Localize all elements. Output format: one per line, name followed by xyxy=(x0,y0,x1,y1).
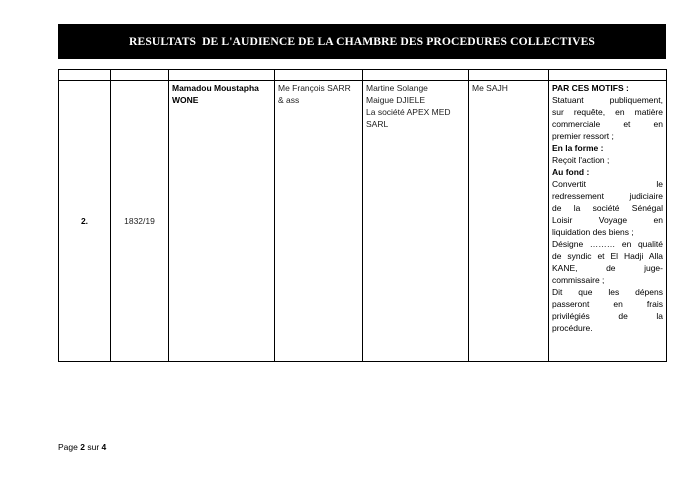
debtor-line: Mamadou Moustapha xyxy=(172,83,259,93)
decision-line: de syndic et El Hadji Alla xyxy=(552,251,663,261)
page-title-banner xyxy=(58,24,666,59)
party-line: Martine Solange xyxy=(366,83,428,93)
decision-line: redressement judiciaire xyxy=(552,191,663,201)
party-line: Maigue DJIELE xyxy=(366,95,426,105)
form-heading: En la forme : xyxy=(552,143,604,153)
decision-line: Dit que les dépens xyxy=(552,287,663,297)
results-table xyxy=(58,69,667,362)
header-cell xyxy=(59,70,111,81)
header-cell xyxy=(469,70,549,81)
party-line: SARL xyxy=(366,119,389,129)
debtor-cell xyxy=(169,81,275,362)
decision-line: sur requête, en matière xyxy=(552,107,663,117)
page-label: Page xyxy=(58,442,78,452)
merits-heading: Au fond : xyxy=(552,167,590,177)
table-header-row xyxy=(59,70,667,81)
parties-cell xyxy=(363,81,469,362)
header-cell xyxy=(363,70,469,81)
decision-line: passeront en frais xyxy=(552,299,663,309)
decision-line: privilégiés de la xyxy=(552,311,663,321)
header-cell xyxy=(275,70,363,81)
form-text: Reçoit l'action ; xyxy=(552,155,610,165)
lawyer-line: & ass xyxy=(278,95,300,105)
party-line: La société APEX MED xyxy=(366,107,451,117)
debtor-line: WONE xyxy=(172,95,199,105)
opponent-lawyer: Me SAJH xyxy=(472,83,508,93)
case-number: 1832/19 xyxy=(111,81,169,362)
decision-line: KANE, de juge- xyxy=(552,263,663,273)
page-separator: sur xyxy=(87,442,100,452)
page-footer xyxy=(58,442,106,452)
decision-line: commissaire ; xyxy=(552,275,605,285)
decision-line: Loisir Voyage en xyxy=(552,215,663,225)
page-title: RESULTATS DE L'AUDIENCE DE LA CHAMBRE DES PROCEDURES COLLECTIVES xyxy=(129,35,595,48)
lawyer-cell xyxy=(275,81,363,362)
opponent-lawyer-cell xyxy=(469,81,549,362)
decision-line: Statuant publiquement, xyxy=(552,95,663,105)
page-total: 4 xyxy=(101,442,107,452)
header-cell xyxy=(111,70,169,81)
decision-line: premier ressort ; xyxy=(552,131,614,141)
header-cell xyxy=(169,70,275,81)
decision-line: liquidation des biens ; xyxy=(552,227,634,237)
decision-heading: PAR CES MOTIFS : xyxy=(552,83,629,93)
decision-line: de la société Sénégal xyxy=(552,203,663,213)
lawyer-line: Me François SARR xyxy=(278,83,351,93)
page-current: 2 xyxy=(80,442,85,452)
header-cell xyxy=(549,70,667,81)
decision-line: Désigne ……… en qualité xyxy=(552,239,663,249)
decision-line: Convertit le xyxy=(552,179,663,189)
row-number: 2. xyxy=(59,81,111,362)
decision-line: commerciale et en xyxy=(552,119,663,129)
table-row xyxy=(59,81,667,362)
decision-line: procédure. xyxy=(552,323,593,333)
decision-cell xyxy=(549,81,667,362)
